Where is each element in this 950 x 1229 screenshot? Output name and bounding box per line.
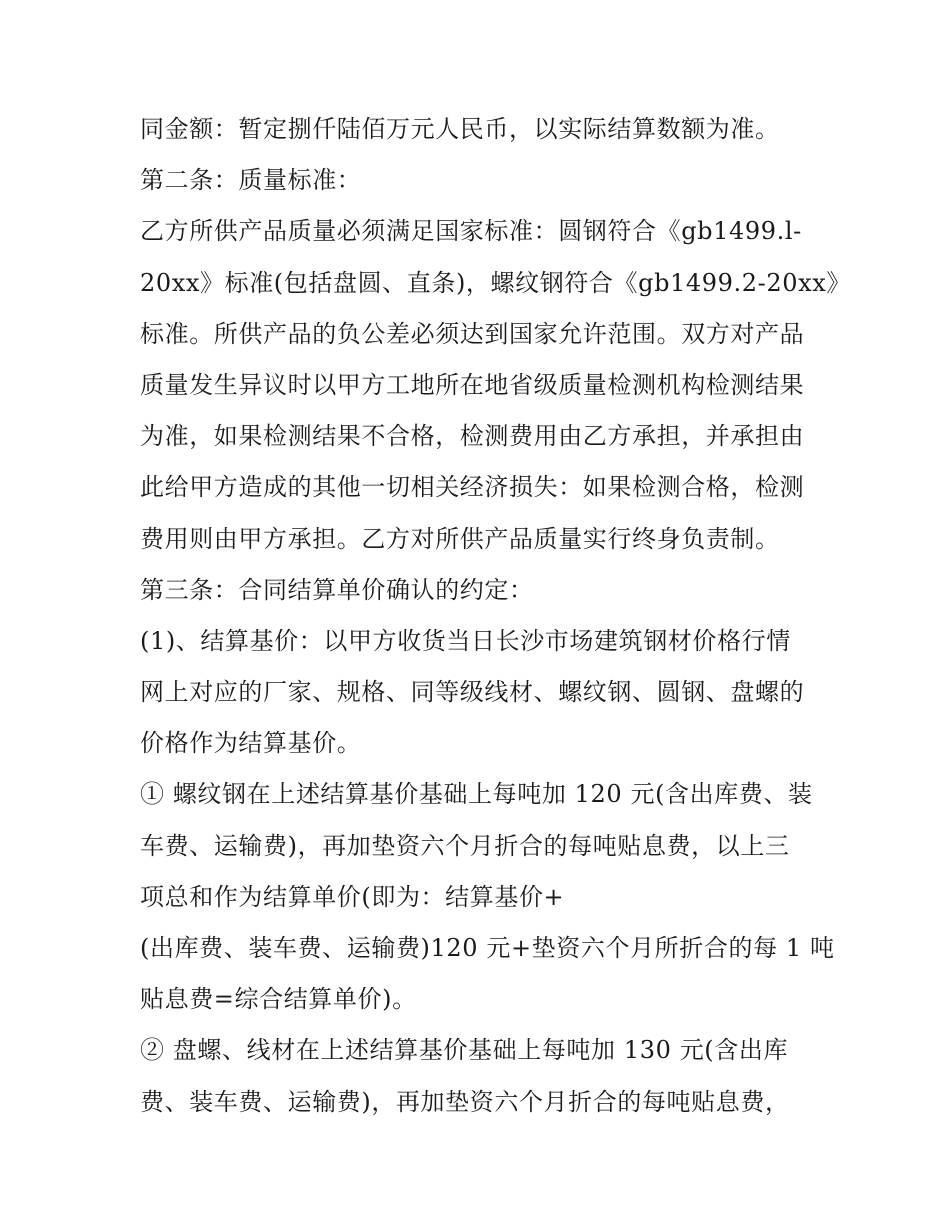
text-line: ① 螺纹钢在上述结算基价基础上每吨加 120 元(含出库费、装 (140, 780, 813, 809)
text-line: 乙方所供产品质量必须满足国家标准：圆钢符合《gb1499.l- (140, 217, 802, 246)
section-heading-quality-standard: 第二条：质量标准： (140, 166, 362, 195)
text-line: 同金额：暂定捌仟陆佰万元人民币，以实际结算数额为准。 (140, 115, 780, 143)
document-body (140, 104, 851, 1128)
text-line: 标准。所供产品的负公差必须达到国家允许范围。双方对产品 (140, 319, 805, 348)
text-line: ② 盘螺、线材在上述结算基价基础上每吨加 130 元(含出库 (140, 1036, 789, 1065)
section-heading-settlement-price: 第三条：合同结算单价确认的约定： (140, 575, 534, 604)
text-line: 此给甲方造成的其他一切相关经济损失：如果检测合格，检测 (140, 473, 805, 502)
text-line: 贴息费=综合结算单价)。 (140, 985, 417, 1014)
text-line: 20xx》标准(包括盘圆、直条)，螺纹钢符合《gb1499.2-20xx》 (140, 268, 851, 297)
text-line: 费用则由甲方承担。乙方对所供产品质量实行终身负责制。 (140, 524, 780, 553)
text-line: (1)、结算基价：以甲方收货当日长沙市场建筑钢材价格行情 (140, 626, 791, 655)
text-line: 质量发生异议时以甲方工地所在地省级质量检测机构检测结果 (140, 370, 805, 399)
text-line: 车费、运输费)，再加垫资六个月折合的每吨贴息费，以上三 (140, 831, 790, 860)
text-line: (出库费、装车费、运输费)120 元+垫资六个月所折合的每 1 吨 (140, 934, 835, 962)
text-line: 项总和作为结算单价(即为：结算基价+ (140, 882, 565, 911)
text-line: 价格作为结算基价。 (140, 729, 362, 758)
text-line: 为准，如果检测结果不合格，检测费用由乙方承担，并承担由 (140, 422, 805, 451)
text-line: 费、装车费、运输费)，再加垫资六个月折合的每吨贴息费， (140, 1087, 790, 1116)
text-line: 网上对应的厂家、规格、同等级线材、螺纹钢、圆钢、盘螺的 (140, 678, 805, 707)
